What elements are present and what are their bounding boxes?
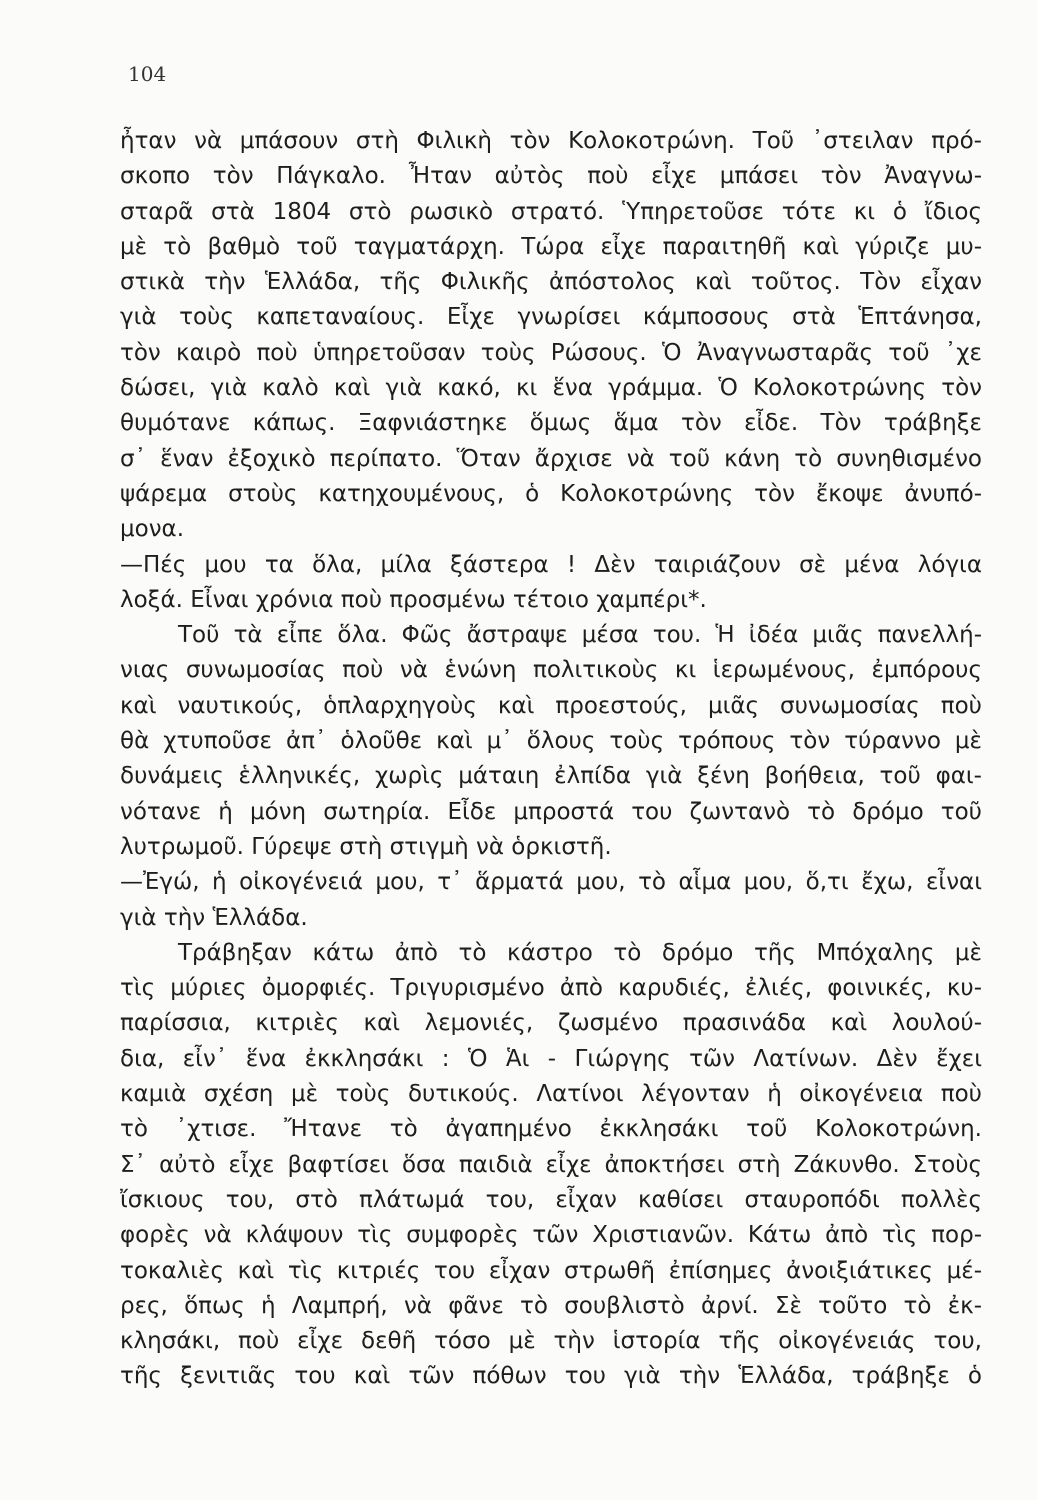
text-line: σταρᾶ στὰ 1804 στὸ ρωσικὸ στρατό. Ὑπηρετοῦσε τότε κι ὁ ἴδιος — [120, 198, 982, 225]
text-line: λοξά. Εἶναι χρόνια ποὺ προσμένω τέτοιο χαμπέρι*. — [120, 586, 707, 613]
text-line: τὸ ᾿χτισε. Ἤτανε τὸ ἀγαπημένο ἐκκλησάκι τοῦ Κολοκοτρώνη. — [120, 1116, 982, 1143]
text-line: λυτρωμοῦ. Γύρεψε στὴ στιγμὴ νὰ ὁρκιστῆ. — [120, 833, 612, 860]
page-number: 104 — [128, 62, 167, 86]
text-line: μὲ τὸ βαθμὸ τοῦ ταγματάρχη. Τώρα εἶχε παραιτηθῆ καὶ γύριζε μυ- — [120, 233, 982, 260]
text-line: κλησάκι, ποὺ εἶχε δεθῆ τόσο μὲ τὴν ἱστορία τῆς οἰκογένειάς του, — [120, 1328, 982, 1355]
text-line: ρες, ὅπως ἡ Λαμπρή, νὰ φᾶνε τὸ σουβλιστὸ ἀρνί. Σὲ τοῦτο τὸ ἐκ- — [120, 1292, 982, 1319]
text-line: σ᾿ ἕναν ἐξοχικὸ περίπατο. Ὅταν ἄρχισε νὰ τοῦ κάνη τὸ συνηθισμένο — [120, 445, 982, 472]
text-line: γιὰ τοὺς καπεταναίους. Εἶχε γνωρίσει κάμποσους στὰ Ἑπτάνησα, — [120, 304, 982, 331]
paragraph — [120, 124, 982, 548]
text-line: τὸν καιρὸ ποὺ ὑπηρετοῦσαν τοὺς Ρώσους. Ὁ Ἀναγνωσταρᾶς τοῦ ᾿χε — [120, 339, 982, 366]
text-line: Τράβηξαν κάτω ἀπὸ τὸ κάστρο τὸ δρόμο τῆς Μπόχαλης μὲ — [178, 939, 982, 966]
text-line: τῆς ξενιτιᾶς του καὶ τῶν πόθων του γιὰ τὴν Ἑλλάδα, τράβηξε ὁ — [120, 1363, 982, 1390]
text-line: θὰ χτυποῦσε ἀπ᾿ ὁλοῦθε καὶ μ᾿ ὅλους τοὺς τρόπους τὸν τύραννο μὲ — [120, 728, 982, 755]
text-line: νότανε ἡ μόνη σωτηρία. Εἶδε μπροστά του ζωντανὸ τὸ δρόμο τοῦ — [120, 798, 982, 825]
text-line: θυμότανε κάπως. Ξαφνιάστηκε ὅμως ἅμα τὸν εἶδε. Τὸν τράβηξε — [120, 410, 982, 437]
text-line: τοκαλιὲς καὶ τὶς κιτριές του εἶχαν στρωθῆ ἐπίσημες ἀνοιξιάτικες μέ- — [120, 1257, 982, 1284]
text-line: μονα. — [120, 516, 185, 543]
text-line: ἦταν νὰ μπάσουν στὴ Φιλικὴ τὸν Κολοκοτρώνη. Τοῦ ᾿στειλαν πρό- — [120, 128, 982, 154]
text-line: ἴσκιους του, στὸ πλάτωμά του, εἶχαν καθίσει σταυροπόδι πολλὲς — [120, 1186, 982, 1213]
text-line: παρίσσια, κιτριὲς καὶ λεμονιές, ζωσμένο πρασινάδα καὶ λουλού- — [120, 1010, 982, 1037]
text-line: —Ἐγώ, ἡ οἰκογένειά μου, τ᾿ ἅρματά μου, τὸ αἷμα μου, ὅ,τι ἔχω, εἶναι — [120, 869, 982, 896]
text-line: τὶς μύριες ὀμορφιές. Τριγυρισμένο ἀπὸ καρυδιές, ἐλιές, φοινικές, κυ- — [120, 975, 982, 1002]
text-line: —Πές μου τα ὅλα, μίλα ξάστερα ! Δὲν ταιριάζουν σὲ μένα λόγια — [120, 551, 982, 578]
text-line: γιὰ τὴν Ἑλλάδα. — [120, 904, 308, 931]
text-line: στικὰ τὴν Ἑλλάδα, τῆς Φιλικῆς ἀπόστολος καὶ τοῦτος. Τὸν εἶχαν — [120, 269, 982, 296]
paragraph — [120, 936, 982, 1395]
text-line: ψάρεμα στοὺς κατηχουμένους, ὁ Κολοκοτρώνης τὸν ἔκοψε ἀνυπό- — [120, 480, 982, 507]
text-line: δυνάμεις ἑλληνικές, χωρὶς μάταιη ἐλπίδα γιὰ ξένη βοήθεια, τοῦ φαι- — [120, 763, 982, 790]
dialogue-paragraph — [120, 865, 982, 936]
text-line: φορὲς νὰ κλάψουν τὶς συμφορὲς τῶν Χριστιανῶν. Κάτω ἀπὸ τὶς πορ- — [120, 1222, 982, 1249]
text-line: καμιὰ σχέση μὲ τοὺς δυτικούς. Λατίνοι λέγονταν ἡ οἰκογένεια ποὺ — [120, 1081, 982, 1108]
text-line: νιας συνωμοσίας ποὺ νὰ ἑνώνη πολιτικοὺς κι ἱερωμένους, ἐμπόρους — [120, 657, 982, 684]
body-text — [120, 124, 982, 1395]
text-line: Τοῦ τὰ εἶπε ὅλα. Φῶς ἄστραψε μέσα του. Ἡ ἰδέα μιᾶς πανελλή- — [178, 622, 982, 649]
text-line: καὶ ναυτικούς, ὁπλαρχηγοὺς καὶ προεστούς, μιᾶς συνωμοσίας ποὺ — [120, 692, 982, 719]
text-line: σκοπο τὸν Πάγκαλο. Ἦταν αὐτὸς ποὺ εἶχε μπάσει τὸν Ἀναγνω- — [120, 163, 982, 190]
text-line: Σ᾿ αὐτὸ εἶχε βαφτίσει ὅσα παιδιὰ εἶχε ἀποκτήσει στὴ Ζάκυνθο. Στοὺς — [120, 1151, 982, 1178]
text-line: δια, εἶν᾿ ἕνα ἐκκλησάκι : Ὁ Ἁι - Γιώργης τῶν Λατίνων. Δὲν ἔχει — [120, 1045, 982, 1072]
paragraph — [120, 618, 982, 865]
text-line: δώσει, γιὰ καλὸ καὶ γιὰ κακό, κι ἕνα γράμμα. Ὁ Κολοκοτρώνης τὸν — [120, 375, 982, 402]
dialogue-paragraph — [120, 548, 982, 619]
